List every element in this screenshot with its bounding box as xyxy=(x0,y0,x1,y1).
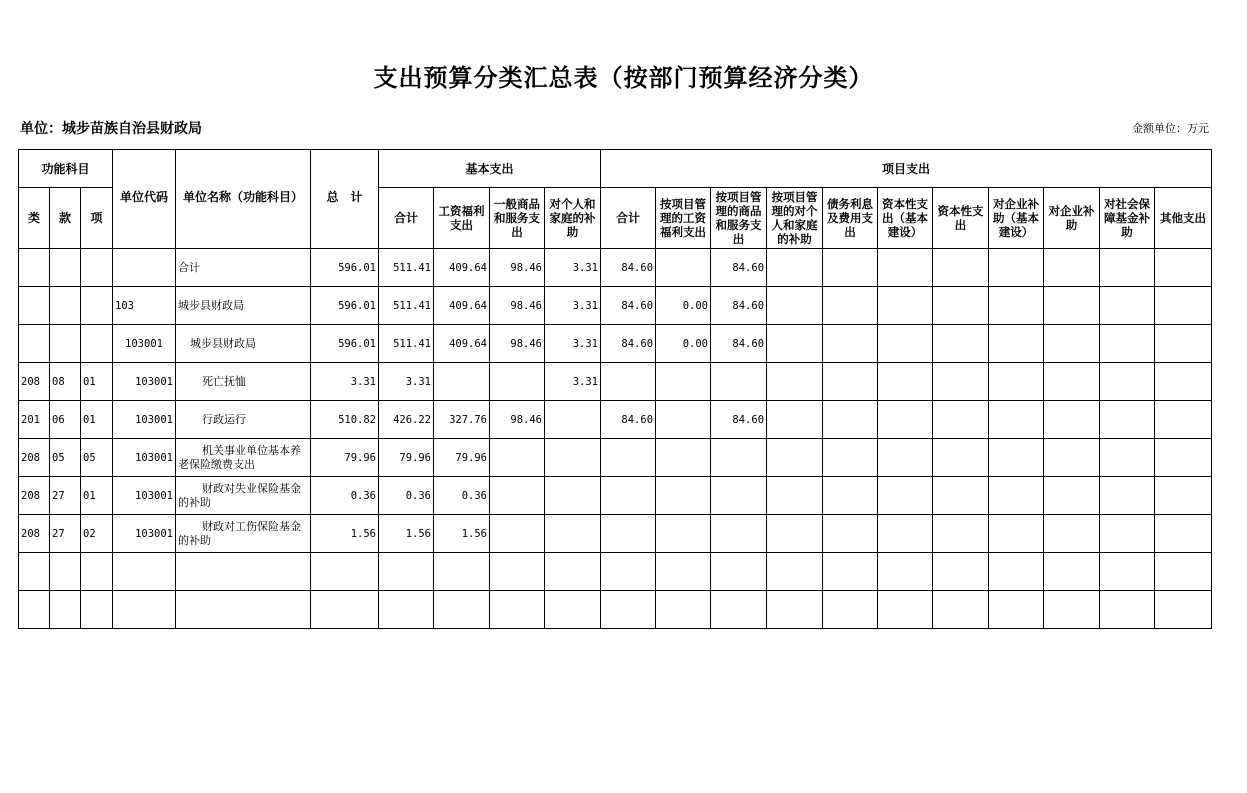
table-row xyxy=(19,363,1212,401)
cell-basic-personal: 3.31 xyxy=(545,363,601,401)
cell-empty xyxy=(933,439,989,477)
cell-empty xyxy=(1155,363,1212,401)
cell-empty xyxy=(989,401,1044,439)
cell-empty xyxy=(1155,477,1212,515)
cell-empty xyxy=(767,515,823,553)
cell-project-goods xyxy=(711,515,767,553)
cell-basic-goods xyxy=(490,439,545,477)
cell-name: 财政对失业保险基金的补助 xyxy=(176,477,311,515)
cell-empty xyxy=(823,363,878,401)
cell-code: 103001 xyxy=(113,515,176,553)
cell-empty xyxy=(878,477,933,515)
cell-empty xyxy=(989,249,1044,287)
cell-basic-wage: 79.96 xyxy=(434,439,490,477)
cell-basic-wage: 409.64 xyxy=(434,287,490,325)
cell-basic-goods xyxy=(490,363,545,401)
amount-unit-label: 金额单位：万元 xyxy=(1132,122,1209,135)
cell-kuan xyxy=(50,325,81,363)
cell-total: 596.01 xyxy=(311,249,379,287)
cell-basic-personal: 3.31 xyxy=(545,249,601,287)
cell-project-wage xyxy=(656,401,711,439)
header-xiang: 项 xyxy=(81,188,113,249)
header-lei: 类 xyxy=(19,188,50,249)
header-basic: 基本支出 xyxy=(379,150,601,188)
cell-basic-wage: 0.36 xyxy=(434,477,490,515)
cell-empty xyxy=(767,325,823,363)
cell-code: 103 xyxy=(113,287,176,325)
cell-empty xyxy=(989,325,1044,363)
cell-empty xyxy=(767,363,823,401)
cell-project-total xyxy=(601,515,656,553)
cell-empty xyxy=(1044,249,1100,287)
cell-name: 死亡抚恤 xyxy=(176,363,311,401)
cell-empty xyxy=(1044,515,1100,553)
cell-kuan: 27 xyxy=(50,515,81,553)
cell-basic-wage: 409.64 xyxy=(434,249,490,287)
cell-basic-total: 0.36 xyxy=(379,477,434,515)
cell-empty xyxy=(933,325,989,363)
header-project-capital: 资本性支出 xyxy=(933,188,989,249)
cell-name: 城步县财政局 xyxy=(176,325,311,363)
cell-basic-personal: 3.31 xyxy=(545,325,601,363)
cell-project-total: 84.60 xyxy=(601,249,656,287)
cell-basic-personal xyxy=(545,401,601,439)
header-project-personal: 按项目管理的对个人和家庭的补助 xyxy=(767,188,823,249)
cell-name: 合计 xyxy=(176,249,311,287)
header-basic-total: 合计 xyxy=(379,188,434,249)
cell-empty xyxy=(1100,477,1155,515)
cell-basic-goods: 98.46 xyxy=(490,249,545,287)
cell-total: 0.36 xyxy=(311,477,379,515)
page-title: 支出预算分类汇总表（按部门预算经济分类） xyxy=(373,63,874,92)
cell-empty xyxy=(1155,515,1212,553)
cell-empty xyxy=(1044,401,1100,439)
cell-empty xyxy=(989,439,1044,477)
cell-basic-goods xyxy=(490,477,545,515)
cell-empty xyxy=(1155,287,1212,325)
cell-basic-goods: 98.46 xyxy=(490,325,545,363)
cell-project-goods xyxy=(711,363,767,401)
table-row xyxy=(19,325,1212,363)
header-basic-goods: 一般商品和服务支出 xyxy=(490,188,545,249)
cell-kuan: 27 xyxy=(50,477,81,515)
cell-empty xyxy=(1100,439,1155,477)
cell-code: 103001 xyxy=(113,477,176,515)
cell-code: 103001 xyxy=(113,439,176,477)
cell-empty xyxy=(1044,477,1100,515)
table-row xyxy=(19,287,1212,325)
cell-basic-total: 1.56 xyxy=(379,515,434,553)
cell-empty xyxy=(878,325,933,363)
cell-empty xyxy=(933,401,989,439)
cell-project-wage xyxy=(656,439,711,477)
cell-empty xyxy=(1155,325,1212,363)
cell-empty xyxy=(878,287,933,325)
table-row-empty xyxy=(19,591,1212,629)
cell-project-wage xyxy=(656,249,711,287)
cell-project-goods xyxy=(711,439,767,477)
header-unit-name: 单位名称（功能科目） xyxy=(176,150,311,249)
cell-project-goods: 84.60 xyxy=(711,287,767,325)
cell-xiang xyxy=(81,325,113,363)
cell-code: 103001 xyxy=(113,401,176,439)
cell-project-wage: 0.00 xyxy=(656,287,711,325)
header-basic-wage: 工资福利支出 xyxy=(434,188,490,249)
cell-name: 财政对工伤保险基金的补助 xyxy=(176,515,311,553)
table-row xyxy=(19,477,1212,515)
cell-empty xyxy=(878,363,933,401)
cell-basic-wage: 409.64 xyxy=(434,325,490,363)
cell-basic-total: 511.41 xyxy=(379,287,434,325)
cell-empty xyxy=(1100,515,1155,553)
table-row xyxy=(19,249,1212,287)
cell-basic-wage: 327.76 xyxy=(434,401,490,439)
cell-project-wage xyxy=(656,477,711,515)
unit-label: 单位：城步苗族自治县财政局 xyxy=(20,121,202,137)
cell-total: 596.01 xyxy=(311,325,379,363)
cell-basic-personal xyxy=(545,477,601,515)
cell-basic-total: 3.31 xyxy=(379,363,434,401)
cell-empty xyxy=(1100,325,1155,363)
cell-project-wage xyxy=(656,363,711,401)
cell-project-total xyxy=(601,363,656,401)
cell-basic-total: 511.41 xyxy=(379,325,434,363)
cell-empty xyxy=(1155,439,1212,477)
cell-kuan xyxy=(50,287,81,325)
cell-empty xyxy=(1155,401,1212,439)
cell-name: 行政运行 xyxy=(176,401,311,439)
cell-empty xyxy=(1044,363,1100,401)
table-row xyxy=(19,515,1212,553)
cell-lei: 201 xyxy=(19,401,50,439)
cell-project-total xyxy=(601,477,656,515)
cell-empty xyxy=(989,477,1044,515)
cell-project-total: 84.60 xyxy=(601,401,656,439)
header-func-subject: 功能科目 xyxy=(19,150,113,188)
cell-basic-goods: 98.46 xyxy=(490,287,545,325)
header-total: 总 计 xyxy=(311,150,379,249)
cell-empty xyxy=(933,249,989,287)
header-project-goods: 按项目管理的商品和服务支出 xyxy=(711,188,767,249)
cell-project-goods: 84.60 xyxy=(711,401,767,439)
header-project-enterprise-basic: 对企业补助（基本建设） xyxy=(989,188,1044,249)
cell-empty xyxy=(878,249,933,287)
header-project-debt: 债务利息及费用支出 xyxy=(823,188,878,249)
cell-empty xyxy=(767,287,823,325)
cell-empty xyxy=(767,401,823,439)
cell-project-goods xyxy=(711,477,767,515)
cell-xiang xyxy=(81,249,113,287)
budget-table xyxy=(18,149,1212,629)
cell-empty xyxy=(823,477,878,515)
cell-basic-wage: 1.56 xyxy=(434,515,490,553)
cell-empty xyxy=(823,401,878,439)
cell-empty xyxy=(933,515,989,553)
header-project-enterprise: 对企业补助 xyxy=(1044,188,1100,249)
cell-kuan: 06 xyxy=(50,401,81,439)
cell-empty xyxy=(933,477,989,515)
cell-lei: 208 xyxy=(19,515,50,553)
cell-total: 3.31 xyxy=(311,363,379,401)
cell-total: 510.82 xyxy=(311,401,379,439)
cell-lei xyxy=(19,249,50,287)
cell-project-goods: 84.60 xyxy=(711,325,767,363)
cell-empty xyxy=(823,439,878,477)
cell-basic-personal xyxy=(545,515,601,553)
cell-empty xyxy=(1100,363,1155,401)
cell-kuan: 05 xyxy=(50,439,81,477)
header-project-capital-basic: 资本性支出（基本建设） xyxy=(878,188,933,249)
cell-xiang xyxy=(81,287,113,325)
header-basic-personal: 对个人和家庭的补助 xyxy=(545,188,601,249)
cell-lei xyxy=(19,287,50,325)
cell-empty xyxy=(989,363,1044,401)
cell-basic-personal: 3.31 xyxy=(545,287,601,325)
cell-basic-total: 426.22 xyxy=(379,401,434,439)
cell-kuan: 08 xyxy=(50,363,81,401)
cell-empty xyxy=(933,363,989,401)
cell-basic-total: 79.96 xyxy=(379,439,434,477)
cell-lei: 208 xyxy=(19,439,50,477)
cell-total: 596.01 xyxy=(311,287,379,325)
cell-empty xyxy=(1044,439,1100,477)
cell-empty xyxy=(823,287,878,325)
cell-empty xyxy=(1044,325,1100,363)
cell-empty xyxy=(1155,249,1212,287)
cell-empty xyxy=(767,439,823,477)
header-project: 项目支出 xyxy=(601,150,1212,188)
cell-empty xyxy=(767,477,823,515)
cell-empty xyxy=(767,249,823,287)
cell-name: 城步县财政局 xyxy=(176,287,311,325)
header-project-other: 其他支出 xyxy=(1155,188,1212,249)
cell-project-wage: 0.00 xyxy=(656,325,711,363)
cell-project-wage xyxy=(656,515,711,553)
cell-empty xyxy=(823,249,878,287)
cell-project-total xyxy=(601,439,656,477)
cell-kuan xyxy=(50,249,81,287)
cell-empty xyxy=(878,401,933,439)
cell-basic-goods xyxy=(490,515,545,553)
cell-code xyxy=(113,249,176,287)
cell-empty xyxy=(1044,287,1100,325)
cell-empty xyxy=(989,287,1044,325)
cell-empty xyxy=(933,287,989,325)
header-project-social: 对社会保障基金补助 xyxy=(1100,188,1155,249)
cell-project-total: 84.60 xyxy=(601,287,656,325)
cell-lei: 208 xyxy=(19,363,50,401)
cell-basic-wage xyxy=(434,363,490,401)
header-project-total: 合计 xyxy=(601,188,656,249)
cell-total: 79.96 xyxy=(311,439,379,477)
cell-xiang: 01 xyxy=(81,401,113,439)
cell-project-goods: 84.60 xyxy=(711,249,767,287)
cell-xiang: 05 xyxy=(81,439,113,477)
cell-empty xyxy=(1100,287,1155,325)
cell-basic-goods: 98.46 xyxy=(490,401,545,439)
cell-empty xyxy=(989,515,1044,553)
cell-xiang: 01 xyxy=(81,477,113,515)
cell-lei xyxy=(19,325,50,363)
header-unit-code: 单位代码 xyxy=(113,150,176,249)
cell-lei: 208 xyxy=(19,477,50,515)
cell-total: 1.56 xyxy=(311,515,379,553)
cell-empty xyxy=(1100,249,1155,287)
cell-empty xyxy=(878,515,933,553)
cell-empty xyxy=(878,439,933,477)
header-kuan: 款 xyxy=(50,188,81,249)
cell-code: 103001 xyxy=(113,363,176,401)
header-project-wage: 按项目管理的工资福利支出 xyxy=(656,188,711,249)
cell-xiang: 01 xyxy=(81,363,113,401)
table-row xyxy=(19,401,1212,439)
cell-basic-total: 511.41 xyxy=(379,249,434,287)
cell-xiang: 02 xyxy=(81,515,113,553)
table-row-empty xyxy=(19,553,1212,591)
cell-empty xyxy=(1100,401,1155,439)
cell-code: 103001 xyxy=(113,325,176,363)
cell-empty xyxy=(823,515,878,553)
cell-project-total: 84.60 xyxy=(601,325,656,363)
cell-empty xyxy=(823,325,878,363)
cell-basic-personal xyxy=(545,439,601,477)
cell-name: 机关事业单位基本养老保险缴费支出 xyxy=(176,439,311,477)
table-row xyxy=(19,439,1212,477)
